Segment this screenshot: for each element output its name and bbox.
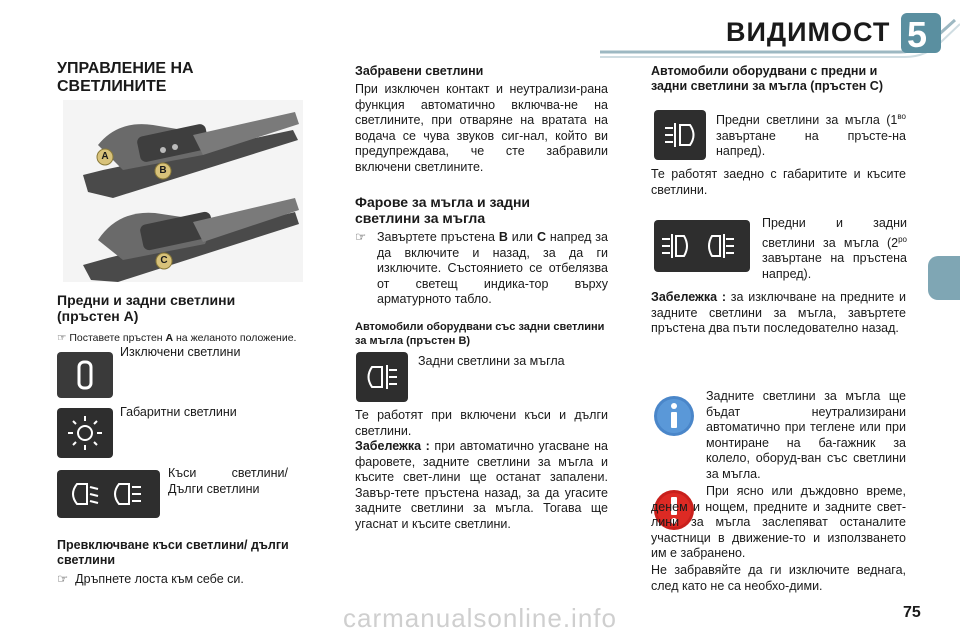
front-rear-fog-label (762, 216, 907, 282)
info-text: Задните светлини за мъгла ще бъдат неутрализирани автоматично при теглене или при монтиране на ба-гажник за колело, оборуд-ван със светлини за мъгла. (706, 389, 906, 481)
fog-or: или (507, 230, 537, 244)
rear-fog-icon (356, 352, 408, 402)
front-rear-fog-icon (654, 220, 750, 272)
instruction-line (57, 331, 317, 345)
front-rear-fog-label-text: Предни и задни светлини за мъгла (2 (762, 216, 907, 250)
fog-instruction (355, 230, 608, 308)
chapter-tab[interactable] (926, 409, 960, 447)
chapter-tab-active[interactable] (928, 256, 960, 300)
warning-text: При ясно или дъждовно време, денем и нощем, предните и задните свет-лини за мъгла заслепяват останалите участници в движение-то и използването им е забранено. (651, 484, 906, 560)
note-paragraph (355, 439, 608, 532)
front-fog-icon (654, 110, 706, 160)
instruction-text: Поставете пръстен (69, 332, 166, 344)
page-title: ВИДИМОСТ (726, 17, 891, 47)
chapter-tab[interactable] (926, 538, 960, 576)
note-label: Забележка : (355, 439, 430, 453)
front-fog-label (716, 109, 906, 160)
photo-label-c: C (160, 255, 168, 266)
chapter-tab[interactable] (926, 151, 960, 189)
rear-fog-text: Те работят при включени къси и дълги светлини. (355, 408, 608, 438)
chapter-tab[interactable] (926, 194, 960, 232)
fog-text: Завъртете пръстена (377, 230, 499, 244)
chapter-tab[interactable] (926, 495, 960, 533)
right-note-paragraph (651, 290, 906, 337)
switch-heading: Превключване къси светлини/ дълги светлини (57, 538, 289, 567)
rear-fog-label: Задни светлини за мъгла (418, 354, 565, 368)
front-rear-fog-label-end: завъртане на пръстена напред). (762, 251, 907, 281)
right-note-text: за изключване на предните и задните светлини за мъгла, завъртете пръстена два пъти последователно назад. (651, 290, 906, 335)
rear-fog-cars-title: Автомобили оборудвани със задни светлини за мъгла (пръстен B) (355, 321, 605, 347)
switch-instruction (57, 572, 317, 588)
photo-label-a: A (101, 151, 109, 162)
sidelights-label: Габаритни светлини (120, 405, 237, 419)
instruction-text-end: на желаното положение. (173, 332, 297, 344)
arrow-icon: ☞ (355, 230, 367, 244)
right-note-label: Забележка : (651, 290, 727, 304)
info-icon (652, 394, 696, 438)
forgotten-lights-text: При изключен контакт и неутрализи-рана функция автоматично включва-не на светлините, при отваряне на вратата на водача се чува звуков сиг-нал, който ви предупреждава, че сте забравили включени светлините. (355, 82, 608, 174)
switch-text: Дръпнете лоста към себе си. (75, 572, 244, 586)
front-rear-fog-sup: ро (898, 234, 907, 244)
lights-off-label: Изключени светлини (120, 345, 241, 359)
page-number: 75 (903, 604, 921, 621)
instruction-ring: A (165, 332, 174, 344)
fog-ring-b: B (498, 230, 508, 244)
arrow-icon: ☞ (57, 572, 69, 586)
beam-label: Къси светлини/ Дълги светлини (168, 466, 288, 496)
chapter-tab[interactable] (926, 452, 960, 490)
chapter-number: 5 (907, 14, 928, 55)
subsection-title: Предни и задни светлини (пръстен А) (57, 292, 236, 324)
fog-text-end: напред за да включите и назад, за да ги изключите. Състоянието се отбелязва от светещ индика-тор върху арматурното табло. (377, 230, 608, 306)
front-fog-sup: во (897, 112, 906, 121)
chapter-tab[interactable] (926, 366, 960, 404)
chapter-tab[interactable] (926, 108, 960, 146)
forgotten-lights-title: Забравени светлини (355, 64, 484, 78)
note-text: при автоматично угасване на фаровете, задните светлини за мъгла и късите свет-лини ще останат запалени. Завър-тете пръстена назад, за да угасите задните светлини за мъгла. Тогава ще угаснат и късите светлини. (355, 439, 608, 531)
arrow-icon: ☞ (57, 332, 67, 344)
fog-ring-c: C (536, 230, 546, 244)
low-high-beam-icon (57, 470, 160, 518)
sidelights-icon (57, 408, 113, 458)
chapter-tab[interactable] (926, 65, 960, 103)
photo-label-b: B (159, 165, 167, 176)
zero-icon (57, 352, 113, 398)
front-rear-fog-cars-title: Автомобили оборудвани с предни и задни светлини за мъгла (пръстен C) (651, 64, 883, 93)
watermark: carmanualsonline.info (343, 603, 617, 633)
front-fog-label-end: завъртане на пръсте-на напред). (716, 128, 906, 159)
front-fog-label-text: Предни светлини за мъгла (1 (716, 113, 898, 128)
remember-text: Не забравяйте да ги изключите веднага, след като не са необхо-дими. (651, 563, 906, 593)
section-heading: УПРАВЛЕНИЕ НА СВЕТЛИНИТЕ (57, 60, 194, 95)
front-fog-text: Те работят заедно с габаритите и късите светлини. (651, 167, 906, 197)
chapter-tab[interactable] (926, 323, 960, 361)
light-stalk-photo (63, 100, 303, 282)
fog-lights-title: Фарове за мъгла и задни светлини за мъгла (355, 194, 531, 226)
